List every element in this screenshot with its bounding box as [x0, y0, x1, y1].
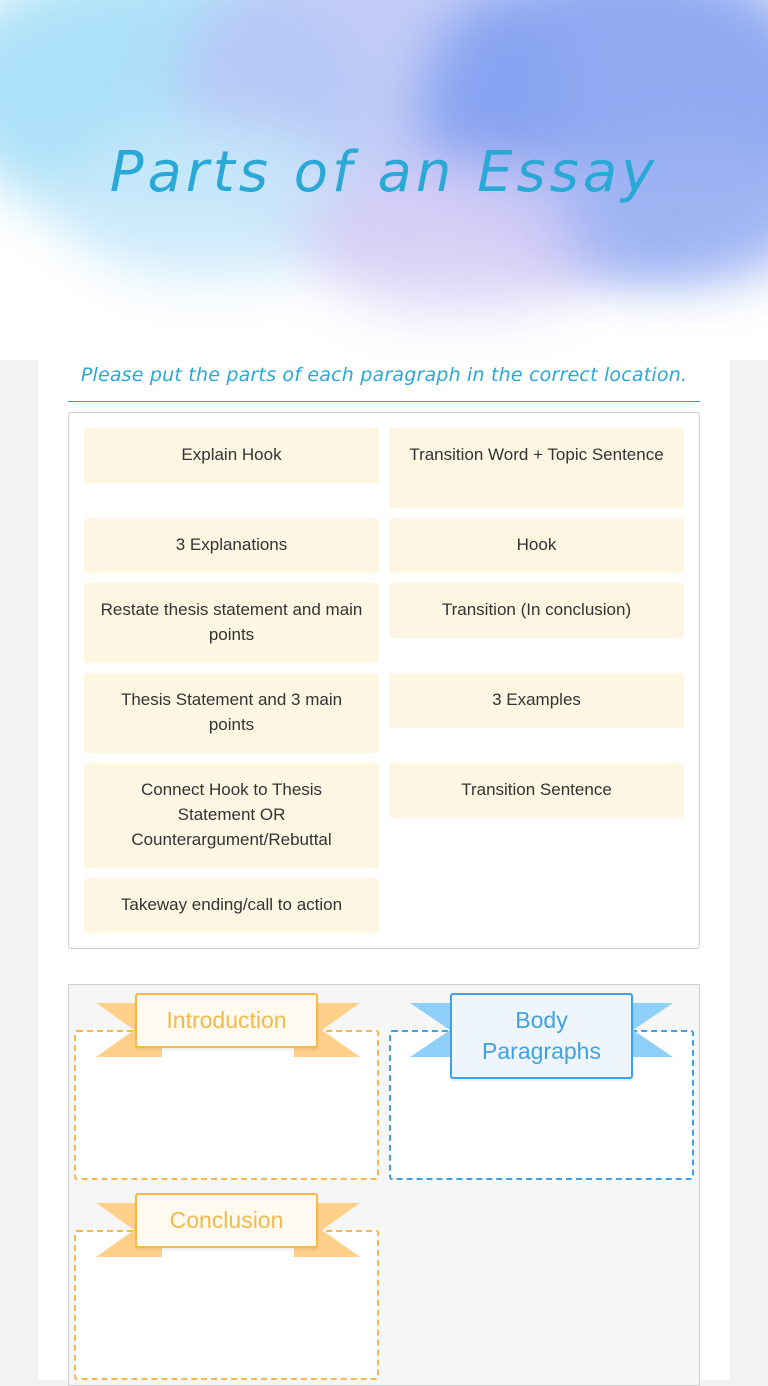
header-banner	[0, 0, 768, 360]
draggable-chip[interactable]: Transition Word + Topic Sentence	[389, 428, 684, 508]
draggable-chip[interactable]: Connect Hook to Thesis Statement OR Counterargument/Rebuttal	[84, 763, 379, 868]
instruction-text: Please put the parts of each paragraph in the correct location.	[80, 364, 688, 386]
instruction-divider	[68, 401, 700, 402]
introduction-label: Introduction	[135, 993, 318, 1048]
draggable-chip[interactable]: Thesis Statement and 3 main points	[84, 673, 379, 753]
draggable-chip[interactable]: Explain Hook	[84, 428, 379, 483]
draggable-chip[interactable]: Transition Sentence	[389, 763, 684, 818]
word-bank	[68, 412, 700, 949]
conclusion-label: Conclusion	[135, 1193, 318, 1248]
draggable-chip[interactable]: Transition (In conclusion)	[389, 583, 684, 638]
draggable-chip[interactable]: 3 Explanations	[84, 518, 379, 573]
draggable-chip[interactable]: Hook	[389, 518, 684, 573]
page-title: Parts of an Essay	[109, 140, 659, 205]
draggable-chip[interactable]: Restate thesis statement and main points	[84, 583, 379, 663]
draggable-chip[interactable]: 3 Examples	[389, 673, 684, 728]
draggable-chip[interactable]: Takeway ending/call to action	[84, 878, 379, 933]
body-paragraphs-label: Body Paragraphs	[450, 993, 633, 1079]
